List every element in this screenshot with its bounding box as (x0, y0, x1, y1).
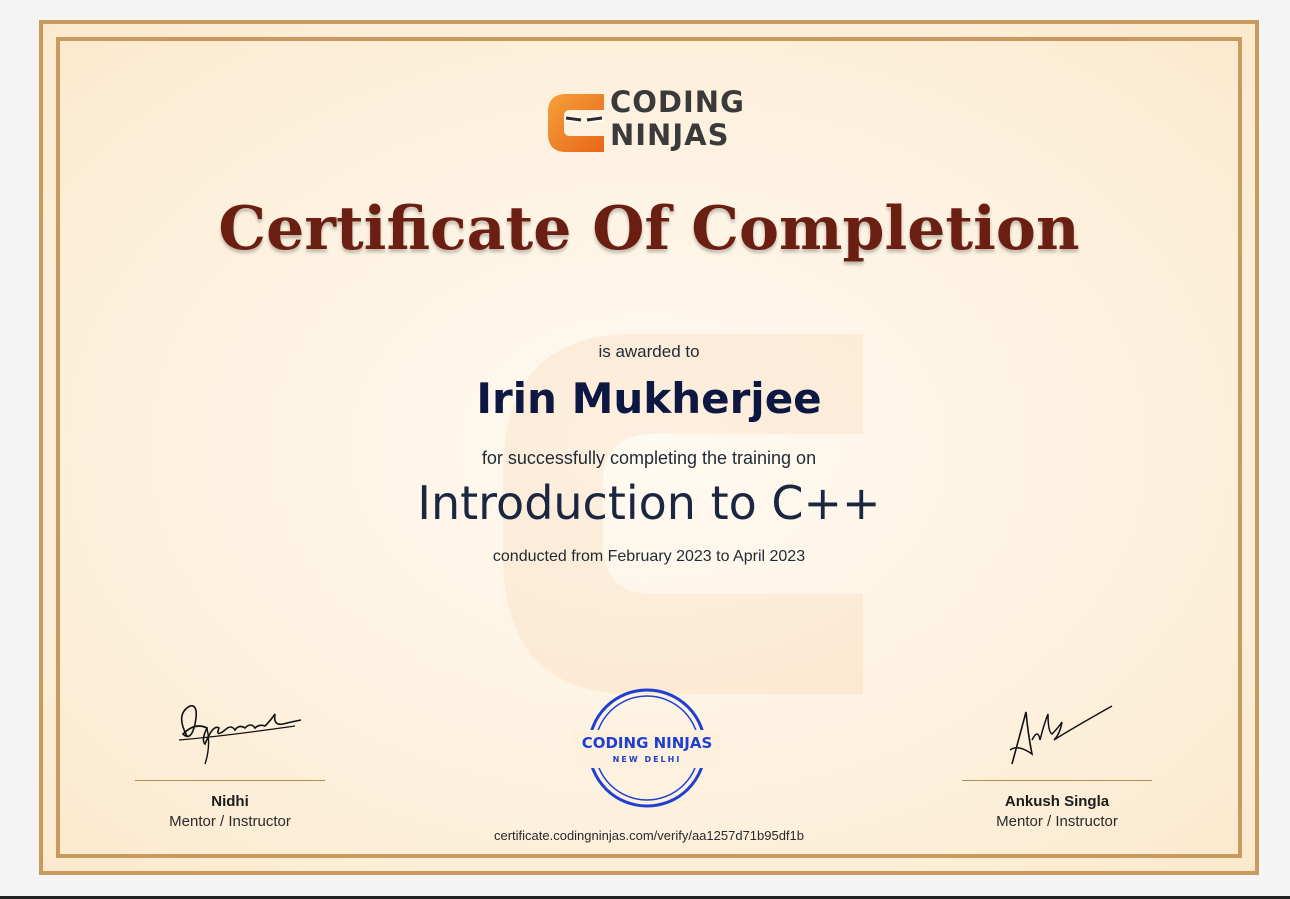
certificate (39, 20, 1259, 875)
course-name: Introduction to C++ (417, 476, 881, 530)
stamp-line-1: CODING NINJAS (581, 734, 713, 752)
signature-rule (135, 780, 325, 781)
verify-url: certificate.codingninjas.com/verify/aa1257d71b95df1b (493, 828, 805, 843)
certificate-title: Certificate Of Completion (218, 194, 1080, 264)
brand-line-2: NINJAS (610, 118, 730, 152)
signatory-role: Mentor / Instructor (996, 813, 1118, 830)
signature-icon (962, 684, 1152, 774)
recipient-name: Irin Mukherjee (476, 374, 822, 423)
signatory-role: Mentor / Instructor (169, 813, 291, 830)
signatory-ankush-singla (962, 684, 1152, 830)
signature-rule (962, 780, 1152, 781)
stamp-seal-icon (572, 686, 722, 810)
signatory-nidhi (135, 684, 325, 830)
brand-name (610, 86, 745, 152)
brand-line-1: CODING (610, 85, 745, 119)
signatory-name: Ankush Singla (1004, 793, 1110, 810)
signatory-name: Nidhi (211, 793, 249, 810)
stamp-line-2: NEW DELHI (612, 755, 682, 764)
awarded-text: is awarded to (598, 342, 700, 361)
signature-icon (135, 684, 325, 774)
for-text: for successfully completing the training on (481, 448, 817, 468)
course-dates: conducted from February 2023 to April 2023 (492, 548, 806, 565)
